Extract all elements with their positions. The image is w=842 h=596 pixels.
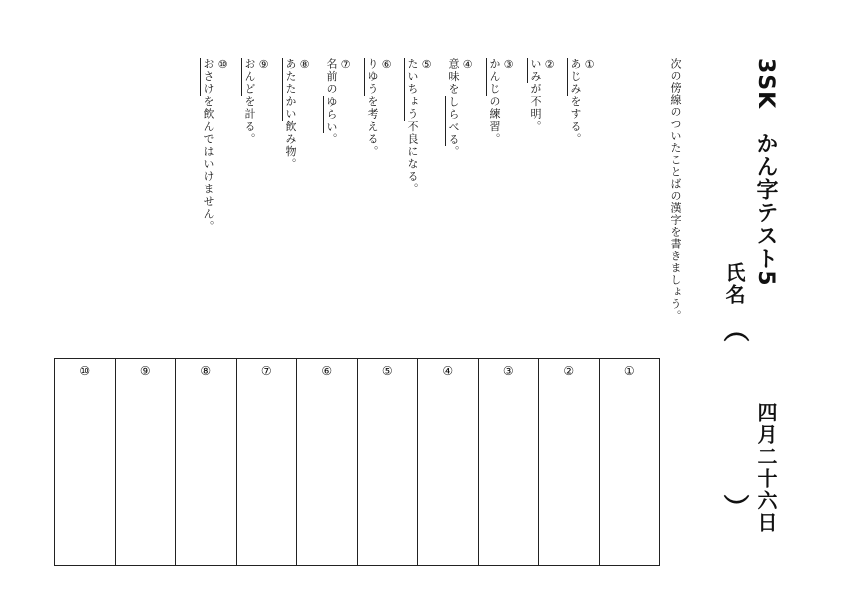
question-text: 。 [284, 158, 297, 171]
question-6 [365, 58, 393, 158]
test-date: 四月二十六日 [754, 402, 778, 534]
answer-cell-9[interactable] [115, 359, 176, 565]
question-text: の練習。 [488, 95, 501, 146]
answer-cell-label: ⑩ [79, 364, 91, 378]
answer-cell-label: ⑤ [381, 364, 393, 378]
answer-cell-7[interactable] [236, 359, 297, 565]
question-text: 意味を [447, 58, 460, 96]
underlined-word: しらべる [447, 95, 460, 146]
question-4 [446, 58, 474, 158]
answer-grid [54, 358, 660, 566]
question-8 [283, 58, 311, 171]
question-number: ⑤ [420, 58, 433, 73]
answer-cell-8[interactable] [175, 359, 236, 565]
answer-cell-10[interactable] [55, 359, 115, 565]
name-paren-open: （ [719, 316, 749, 342]
question-text: 。 [447, 145, 460, 158]
question-text: を飲んではいけません。 [202, 95, 215, 233]
answer-cell-label: ⑦ [260, 364, 272, 378]
name-paren-close: ） [719, 494, 749, 520]
answer-cell-label: ③ [502, 364, 514, 378]
question-text: 。 [325, 133, 338, 146]
question-text: を計る。 [243, 95, 256, 146]
question-text: を考える。 [366, 95, 379, 158]
answer-cell-label: ① [623, 364, 635, 378]
underlined-word: あじみ [569, 58, 582, 96]
question-number: ⑧ [298, 58, 311, 73]
question-2 [528, 58, 556, 133]
name-label: 氏名 [722, 262, 746, 306]
answer-cell-label: ④ [442, 364, 454, 378]
answer-cell-label: ⑧ [200, 364, 212, 378]
question-number: ⑥ [380, 58, 393, 73]
page-title: 3SK かん字テスト5 [753, 58, 778, 287]
answer-cell-label: ⑥ [321, 364, 333, 378]
question-number: ⑦ [339, 58, 352, 73]
instruction-text: 次の傍線のついたことばの漢字を書きましょう。 [669, 58, 682, 322]
question-text: 不良 [406, 120, 419, 146]
underlined-word: りゆう [366, 58, 379, 96]
answer-cell-label: ⑨ [139, 364, 151, 378]
underlined-word: おさけ [202, 58, 215, 96]
question-number: ① [583, 58, 596, 73]
question-text: 飲み物 [284, 120, 297, 158]
answer-cell-label: ② [563, 364, 575, 378]
underlined-word: かんじ [488, 58, 501, 96]
underlined-word: あたたかい [284, 58, 297, 121]
underlined-word: おんど [243, 58, 256, 96]
answer-cell-4[interactable] [417, 359, 478, 565]
underlined-word: いみ [529, 58, 542, 83]
question-7 [324, 58, 352, 146]
question-1 [568, 58, 596, 146]
answer-cell-2[interactable] [538, 359, 599, 565]
question-text: をする。 [569, 95, 582, 146]
question-text: 名前の [325, 58, 338, 96]
question-text: になる。 [406, 145, 419, 196]
answer-cell-6[interactable] [296, 359, 357, 565]
answer-cell-3[interactable] [478, 359, 539, 565]
question-5 [405, 58, 433, 196]
underlined-word: たいちょう [406, 58, 419, 121]
answer-cell-5[interactable] [357, 359, 418, 565]
question-number: ③ [502, 58, 515, 73]
answer-cell-1[interactable] [599, 359, 660, 565]
question-number: ④ [461, 58, 474, 73]
question-text: が不明。 [529, 83, 542, 133]
underlined-word: ゆらい [325, 95, 338, 133]
question-number: ② [543, 58, 556, 73]
question-9 [242, 58, 270, 146]
question-number: ⑨ [257, 58, 270, 73]
question-number: ⑩ [216, 58, 229, 73]
question-10 [201, 58, 229, 233]
question-3 [487, 58, 515, 146]
